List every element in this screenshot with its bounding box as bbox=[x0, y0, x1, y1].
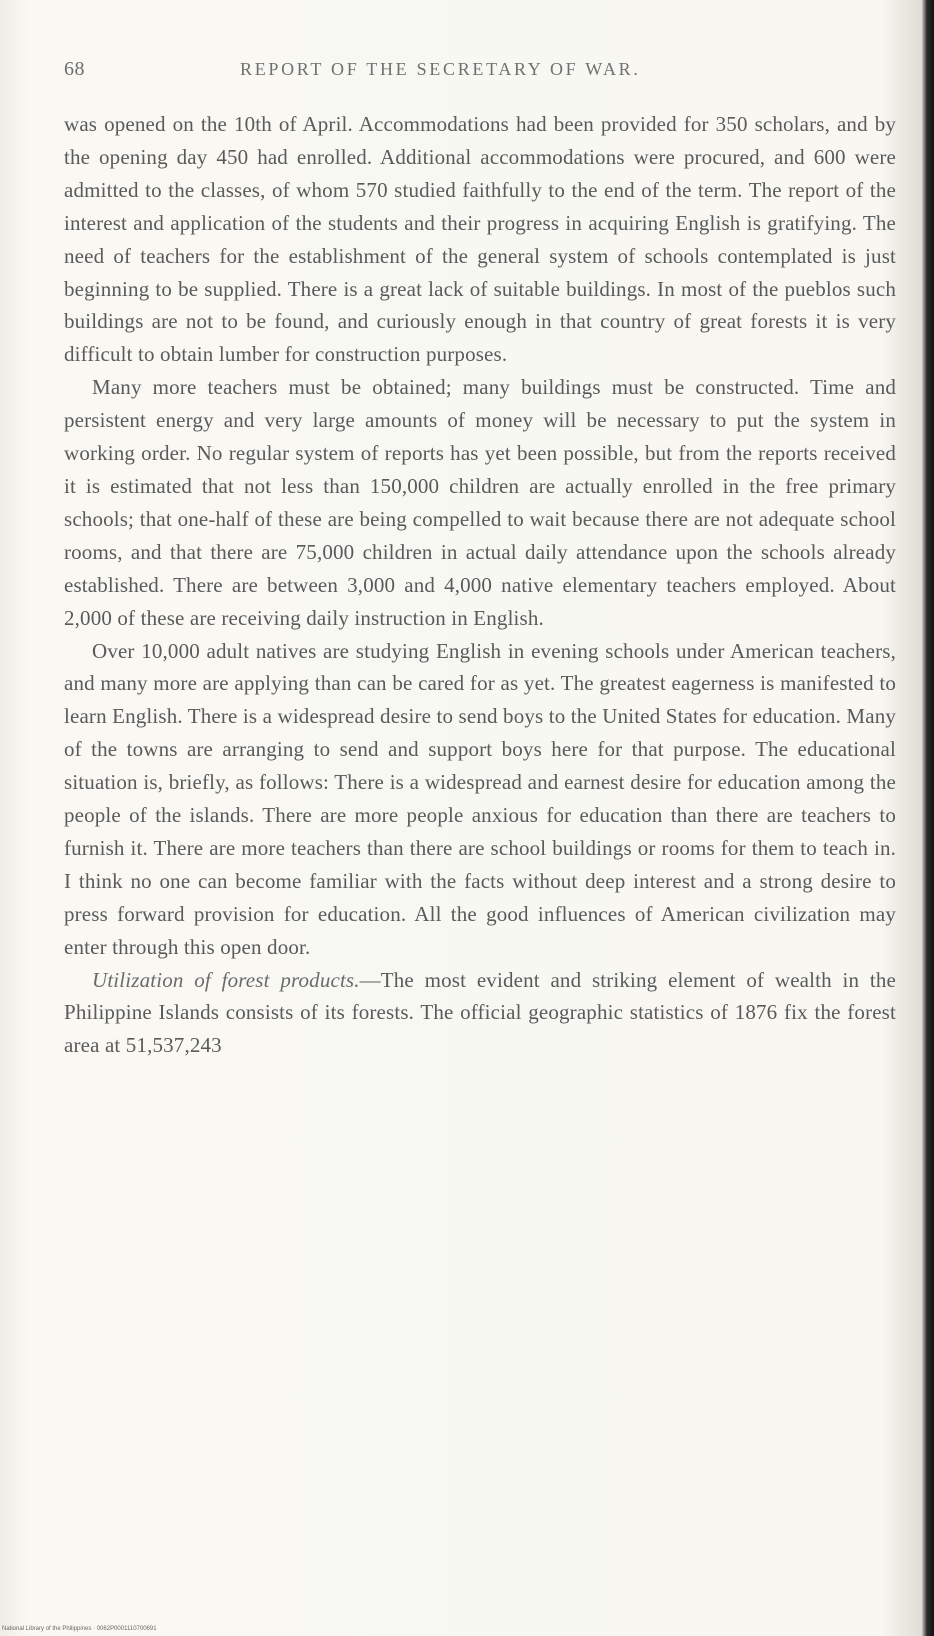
paragraph-4 bbox=[64, 964, 896, 1063]
body-text bbox=[64, 108, 896, 1062]
paragraph-4-text: —The most evident and striking element of wealth in the Philippine Islands consists of its forests. The official geographic statistics of 1876 fix the forest area at 51,537,243 bbox=[64, 967, 896, 1058]
paragraph-3: Over 10,000 adult natives are studying English in evening schools under American teachers, and many more are applying than can be cared for as yet. The greatest eagerness is manifested to learn English. There is a widespread desire to send boys to the United States for education. Many of the towns are arranging to send and support boys here for that purpose. The educational situation is, briefly, as follows: There is a widespread and earnest desire for education among the people of the islands. There are more people anxious for education than there are teachers to furnish it. There are more teachers than there are school buildings or rooms for them to teach in. I think no one can become familiar with the facts without deep interest and a strong desire to press forward provision for education. All the good influences of American civilization may enter through this open door. bbox=[64, 638, 896, 959]
section-title: Utilization of forest products. bbox=[92, 967, 360, 992]
page-edge-shadow bbox=[922, 0, 934, 1636]
source-note: National Library of the Philippines · 0062P0001110700691 bbox=[2, 1626, 157, 1632]
running-head: REPORT OF THE SECRETARY OF WAR. bbox=[240, 59, 641, 79]
page-header bbox=[64, 58, 924, 88]
page-number: 68 bbox=[64, 58, 85, 80]
paragraph-2: Many more teachers must be obtained; many buildings must be constructed. Time and persistent energy and very large amounts of money will be necessary to put the system in working order. No regular system of reports has yet been possible, but from the reports received it is estimated that not less than 150,000 children are actually enrolled in the free primary schools; that one-half of these are being compelled to wait because there are not adequate school rooms, and that there are 75,000 children in actual daily attendance upon the schools already established. There are between 3,000 and 4,000 native elementary teachers employed. About 2,000 of these are receiving daily instruction in English. bbox=[64, 375, 896, 630]
paragraph-1: was opened on the 10th of April. Accommodations had been provided for 350 scholars, and by the opening day 450 had enrolled. Additional accommodations were procured, and 600 were admitted to the classes, of whom 570 studied faithfully to the end of the term. The report of the interest and application of the students and their progress in acquiring English is gratifying. The need of teachers for the establishment of the general system of schools contemplated is just beginning to be supplied. There is a great lack of suitable buildings. In most of the pueblos such buildings are not to be found, and curiously enough in that country of great forests it is very difficult to obtain lumber for construction purposes. bbox=[64, 112, 896, 367]
